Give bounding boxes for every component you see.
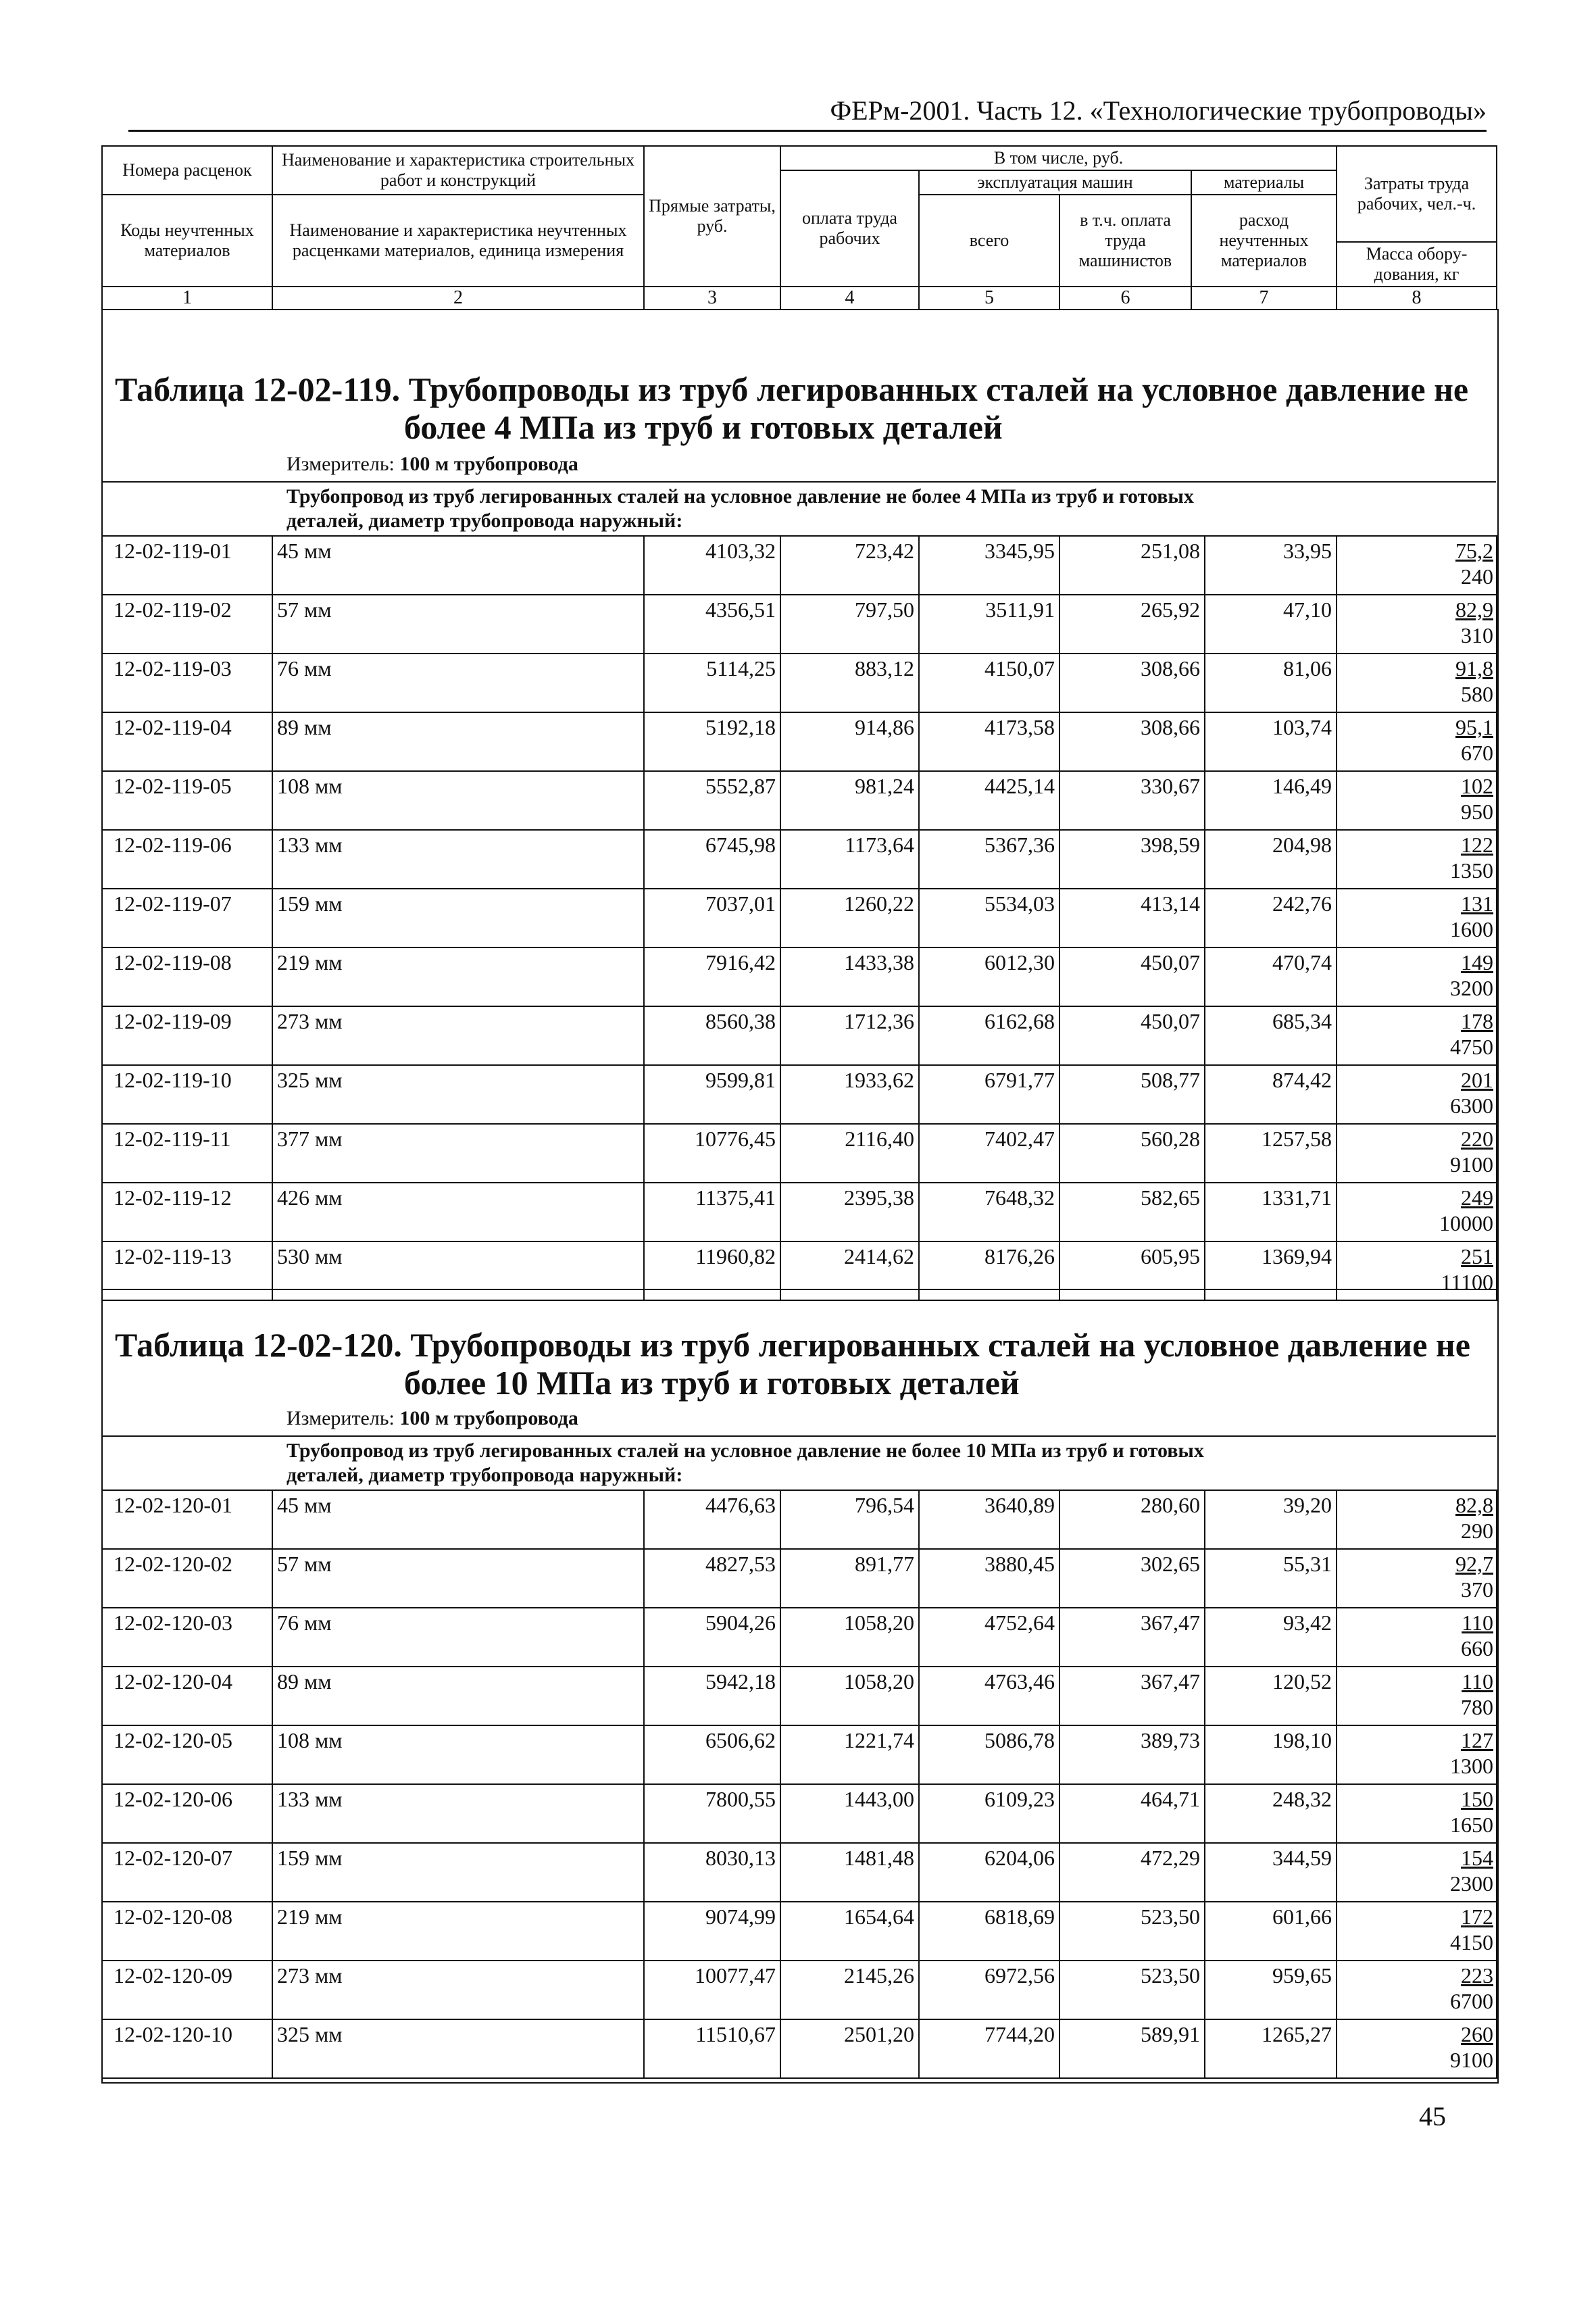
worker-pay: 981,24 [780,771,919,830]
equipment-mass: 1600 [1450,917,1493,941]
table-row [102,1183,1497,1241]
table-120-section-line1: Трубопровод из труб легированных сталей на условное давление не более 10 МПа из труб и готовых [286,1439,1204,1462]
materials: 120,52 [1205,1667,1337,1725]
direct-costs: 4827,53 [644,1549,780,1608]
materials: 959,65 [1205,1961,1337,2019]
rate-code: 12-02-119-07 [102,889,272,947]
table-row [102,947,1497,1006]
direct-costs: 11960,82 [644,1241,780,1300]
labor-and-mass [1337,830,1497,889]
machines-total: 8176,26 [919,1241,1059,1300]
machines-total: 6791,77 [919,1065,1059,1124]
direct-costs: 5904,26 [644,1608,780,1667]
table-119-section-line1: Трубопровод из труб легированных сталей на условное давление не более 4 МПа из труб и готовых [286,485,1194,508]
rate-code: 12-02-120-03 [102,1608,272,1667]
rate-code: 12-02-120-08 [102,1902,272,1961]
meter-value: 100 м трубопровода [399,453,578,475]
worker-pay: 2501,20 [780,2019,919,2078]
labor-hours: 102 [1461,774,1493,798]
column-header-table [101,145,1497,310]
materials: 198,10 [1205,1725,1337,1784]
header-material-names: Наименование и характеристика неучтенных расценками материалов, единица измерения [272,195,644,287]
meter-label: Измеритель: [286,453,395,475]
equipment-mass: 1650 [1450,1813,1493,1837]
labor-hours: 201 [1461,1068,1493,1092]
col-number: 4 [780,287,919,310]
col-number: 5 [919,287,1059,310]
running-header: ФЕРм-2001. Часть 12. «Технологические трубопроводы» [830,95,1487,126]
header-rate-number: Номера расценок [102,146,272,195]
rate-code: 12-02-119-09 [102,1006,272,1065]
labor-hours: 131 [1461,891,1493,916]
machines-total: 6109,23 [919,1784,1059,1843]
equipment-mass: 10000 [1439,1211,1493,1235]
worker-pay: 891,77 [780,1549,919,1608]
machines-total: 6162,68 [919,1006,1059,1065]
equipment-mass: 3200 [1450,976,1493,1000]
labor-hours: 251 [1461,1244,1493,1269]
materials: 93,42 [1205,1608,1337,1667]
operator-pay: 560,28 [1059,1124,1205,1183]
equipment-mass: 6300 [1450,1093,1493,1118]
machines-total: 3880,45 [919,1549,1059,1608]
worker-pay: 796,54 [780,1490,919,1549]
table-row [102,1784,1497,1843]
materials: 601,66 [1205,1902,1337,1961]
equipment-mass: 1300 [1450,1754,1493,1778]
worker-pay: 1654,64 [780,1902,919,1961]
rate-code: 12-02-119-02 [102,595,272,654]
labor-and-mass [1337,2019,1497,2078]
labor-and-mass [1337,1065,1497,1124]
pipe-diameter: 273 мм [272,1961,644,2019]
labor-and-mass [1337,595,1497,654]
worker-pay: 1481,48 [780,1843,919,1902]
machines-total: 6012,30 [919,947,1059,1006]
equipment-mass: 290 [1461,1519,1493,1543]
labor-and-mass [1337,1902,1497,1961]
labor-hours: 178 [1461,1009,1493,1033]
labor-hours: 91,8 [1455,656,1493,681]
direct-costs: 7037,01 [644,889,780,947]
header-machines-total: всего [919,195,1059,287]
direct-costs: 5114,25 [644,654,780,712]
operator-pay: 265,92 [1059,595,1205,654]
table-row [102,1549,1497,1608]
worker-pay: 797,50 [780,595,919,654]
operator-pay: 302,65 [1059,1549,1205,1608]
labor-and-mass [1337,1490,1497,1549]
header-equipment-mass: Масса обору-дования, кг [1337,242,1497,287]
equipment-mass: 310 [1461,623,1493,647]
direct-costs: 11510,67 [644,2019,780,2078]
pipe-diameter: 377 мм [272,1124,644,1183]
labor-and-mass [1337,1725,1497,1784]
table-120-section-rule [101,1435,1496,1437]
direct-costs: 7800,55 [644,1784,780,1843]
rate-code: 12-02-119-13 [102,1241,272,1300]
labor-hours: 220 [1461,1127,1493,1151]
operator-pay: 472,29 [1059,1843,1205,1902]
pipe-diameter: 89 мм [272,1667,644,1725]
direct-costs: 6506,62 [644,1725,780,1784]
operator-pay: 389,73 [1059,1725,1205,1784]
header-worker-pay: оплата труда рабочих [780,170,919,287]
operator-pay: 582,65 [1059,1183,1205,1241]
pipe-diameter: 45 мм [272,536,644,595]
table-119-section-line2: деталей, диаметр трубопровода наружный: [286,510,683,532]
equipment-mass: 580 [1461,682,1493,706]
pipe-diameter: 57 мм [272,595,644,654]
rate-code: 12-02-120-06 [102,1784,272,1843]
operator-pay: 523,50 [1059,1902,1205,1961]
col-number: 6 [1059,287,1191,310]
equipment-mass: 370 [1461,1577,1493,1602]
pipe-diameter: 325 мм [272,2019,644,2078]
worker-pay: 2116,40 [780,1124,919,1183]
operator-pay: 251,08 [1059,536,1205,595]
operator-pay: 605,95 [1059,1241,1205,1300]
labor-and-mass [1337,1006,1497,1065]
rate-code: 12-02-119-03 [102,654,272,712]
worker-pay: 1058,20 [780,1608,919,1667]
table-row [102,1065,1497,1124]
labor-and-mass [1337,889,1497,947]
materials: 1369,94 [1205,1241,1337,1300]
pipe-diameter: 426 мм [272,1183,644,1241]
table-row [102,1608,1497,1667]
labor-hours: 260 [1461,2022,1493,2046]
equipment-mass: 780 [1461,1695,1493,1719]
labor-and-mass [1337,1784,1497,1843]
machines-total: 4173,58 [919,712,1059,771]
materials: 1257,58 [1205,1124,1337,1183]
header-machines: эксплуатация машин [919,170,1191,195]
equipment-mass: 670 [1461,741,1493,765]
labor-hours: 95,1 [1455,715,1493,739]
rate-code: 12-02-119-05 [102,771,272,830]
pipe-diameter: 76 мм [272,654,644,712]
worker-pay: 1712,36 [780,1006,919,1065]
pipe-diameter: 76 мм [272,1608,644,1667]
worker-pay: 1260,22 [780,889,919,947]
machines-total: 3511,91 [919,595,1059,654]
col-number: 2 [272,287,644,310]
rate-code: 12-02-119-10 [102,1065,272,1124]
worker-pay: 914,86 [780,712,919,771]
rate-code: 12-02-119-08 [102,947,272,1006]
table-119-section-rule [101,481,1496,483]
pipe-diameter: 159 мм [272,1843,644,1902]
table-120-meter [286,1407,578,1430]
operator-pay: 308,66 [1059,654,1205,712]
materials: 685,34 [1205,1006,1337,1065]
pipe-diameter: 159 мм [272,889,644,947]
operator-pay: 367,47 [1059,1608,1205,1667]
col-number: 3 [644,287,780,310]
materials: 344,59 [1205,1843,1337,1902]
rate-code: 12-02-119-06 [102,830,272,889]
table-119-rows [101,535,1497,1301]
operator-pay: 450,07 [1059,1006,1205,1065]
table-row [102,771,1497,830]
operator-pay: 508,77 [1059,1065,1205,1124]
equipment-mass: 2300 [1450,1871,1493,1896]
meter-value: 100 м трубопровода [399,1407,578,1429]
labor-hours: 82,8 [1455,1493,1493,1517]
direct-costs: 8030,13 [644,1843,780,1902]
labor-hours: 154 [1461,1846,1493,1870]
machines-total: 7744,20 [919,2019,1059,2078]
labor-hours: 172 [1461,1904,1493,1929]
materials: 242,76 [1205,889,1337,947]
operator-pay: 308,66 [1059,712,1205,771]
materials: 39,20 [1205,1490,1337,1549]
header-material-usage: расход неучтенных материалов [1191,195,1337,287]
direct-costs: 11375,41 [644,1183,780,1241]
labor-hours: 149 [1461,950,1493,975]
pipe-diameter: 219 мм [272,1902,644,1961]
materials: 146,49 [1205,771,1337,830]
table-120-section-line2: деталей, диаметр трубопровода наружный: [286,1464,683,1486]
labor-and-mass [1337,947,1497,1006]
machines-total: 6204,06 [919,1843,1059,1902]
machines-total: 3345,95 [919,536,1059,595]
equipment-mass: 4150 [1450,1930,1493,1954]
rate-code: 12-02-120-02 [102,1549,272,1608]
table-row [102,595,1497,654]
table-row [102,1006,1497,1065]
direct-costs: 10776,45 [644,1124,780,1183]
direct-costs: 5552,87 [644,771,780,830]
labor-hours: 110 [1462,1610,1493,1635]
worker-pay: 2414,62 [780,1241,919,1300]
operator-pay: 589,91 [1059,2019,1205,2078]
pipe-diameter: 108 мм [272,1725,644,1784]
table-row [102,1490,1497,1549]
direct-costs: 4356,51 [644,595,780,654]
worker-pay: 883,12 [780,654,919,712]
table-row [102,889,1497,947]
table-row [102,1725,1497,1784]
rate-code: 12-02-120-01 [102,1490,272,1549]
worker-pay: 2395,38 [780,1183,919,1241]
equipment-mass: 9100 [1450,1152,1493,1177]
table-119-title-line1: Таблица 12-02-119. Трубопроводы из труб легированных сталей на условное давление не [115,370,1469,408]
materials: 103,74 [1205,712,1337,771]
labor-and-mass [1337,771,1497,830]
equipment-mass: 6700 [1450,1989,1493,2013]
worker-pay: 723,42 [780,536,919,595]
labor-hours: 249 [1461,1185,1493,1210]
table-119-meter [286,453,578,476]
page-number: 45 [1419,2101,1446,2132]
table-119-title-line2: более 4 МПа из труб и готовых деталей [404,408,1003,446]
direct-costs: 4476,63 [644,1490,780,1549]
equipment-mass: 4750 [1450,1035,1493,1059]
operator-pay: 413,14 [1059,889,1205,947]
materials: 874,42 [1205,1065,1337,1124]
materials: 81,06 [1205,654,1337,712]
operator-pay: 280,60 [1059,1490,1205,1549]
header-work-name: Наименование и характеристика строительных работ и конструкций [272,146,644,195]
labor-hours: 223 [1461,1963,1493,1988]
labor-and-mass [1337,536,1497,595]
labor-and-mass [1337,654,1497,712]
direct-costs: 8560,38 [644,1006,780,1065]
col-number: 1 [102,287,272,310]
table-row [102,2019,1497,2078]
table-120-title-line2: более 10 МПа из труб и готовых деталей [404,1364,1020,1402]
labor-and-mass [1337,1549,1497,1608]
machines-total: 4763,46 [919,1667,1059,1725]
labor-and-mass [1337,1667,1497,1725]
col-number: 8 [1337,287,1497,310]
table-row [102,1902,1497,1961]
table-120-title-line1: Таблица 12-02-120. Трубопроводы из труб легированных сталей на условное давление не [115,1326,1470,1364]
equipment-mass: 1350 [1450,858,1493,883]
rate-code: 12-02-119-11 [102,1124,272,1183]
materials: 33,95 [1205,536,1337,595]
direct-costs: 7916,42 [644,947,780,1006]
header-labor: Затраты труда рабочих, чел.-ч. [1337,146,1497,242]
labor-hours: 150 [1461,1787,1493,1811]
pipe-diameter: 133 мм [272,830,644,889]
worker-pay: 1933,62 [780,1065,919,1124]
labor-and-mass [1337,712,1497,771]
header-material-codes: Коды неучтенных материалов [102,195,272,287]
materials: 47,10 [1205,595,1337,654]
machines-total: 5367,36 [919,830,1059,889]
operator-pay: 464,71 [1059,1784,1205,1843]
direct-costs: 10077,47 [644,1961,780,2019]
labor-hours: 75,2 [1455,539,1493,563]
labor-and-mass [1337,1608,1497,1667]
rate-code: 12-02-119-01 [102,536,272,595]
pipe-diameter: 273 мм [272,1006,644,1065]
header-materials: материалы [1191,170,1337,195]
header-direct-costs: Прямые затраты, руб. [644,146,780,287]
labor-and-mass [1337,1183,1497,1241]
worker-pay: 1443,00 [780,1784,919,1843]
pipe-diameter: 133 мм [272,1784,644,1843]
table-row [102,712,1497,771]
table-120-rows [101,1490,1497,2079]
worker-pay: 1173,64 [780,830,919,889]
machines-total: 4425,14 [919,771,1059,830]
machines-total: 7648,32 [919,1183,1059,1241]
rate-code: 12-02-120-10 [102,2019,272,2078]
labor-hours: 127 [1461,1728,1493,1752]
header-operator-pay: в т.ч. оплата труда машинистов [1059,195,1191,287]
operator-pay: 523,50 [1059,1961,1205,2019]
rate-code: 12-02-119-12 [102,1183,272,1241]
operator-pay: 398,59 [1059,830,1205,889]
direct-costs: 6745,98 [644,830,780,889]
materials: 55,31 [1205,1549,1337,1608]
operator-pay: 450,07 [1059,947,1205,1006]
materials: 1265,27 [1205,2019,1337,2078]
labor-hours: 110 [1462,1669,1493,1694]
machines-total: 5086,78 [919,1725,1059,1784]
equipment-mass: 9100 [1450,2048,1493,2072]
labor-hours: 82,9 [1455,597,1493,622]
labor-and-mass [1337,1124,1497,1183]
machines-total: 4150,07 [919,654,1059,712]
direct-costs: 4103,32 [644,536,780,595]
rate-code: 12-02-119-04 [102,712,272,771]
materials: 248,32 [1205,1784,1337,1843]
labor-and-mass [1337,1843,1497,1902]
table-row [102,830,1497,889]
direct-costs: 5192,18 [644,712,780,771]
machines-total: 5534,03 [919,889,1059,947]
pipe-diameter: 108 мм [272,771,644,830]
materials: 204,98 [1205,830,1337,889]
equipment-mass: 660 [1461,1636,1493,1660]
worker-pay: 2145,26 [780,1961,919,2019]
rate-code: 12-02-120-07 [102,1843,272,1902]
pipe-diameter: 89 мм [272,712,644,771]
machines-total: 3640,89 [919,1490,1059,1549]
labor-hours: 122 [1461,833,1493,857]
pipe-diameter: 219 мм [272,947,644,1006]
table-row [102,654,1497,712]
equipment-mass: 11100 [1441,1270,1493,1294]
direct-costs: 5942,18 [644,1667,780,1725]
col-number: 7 [1191,287,1337,310]
pipe-diameter: 57 мм [272,1549,644,1608]
direct-costs: 9074,99 [644,1902,780,1961]
machines-total: 4752,64 [919,1608,1059,1667]
header-rule [128,130,1487,132]
pipe-diameter: 45 мм [272,1490,644,1549]
equipment-mass: 950 [1461,799,1493,824]
machines-total: 6972,56 [919,1961,1059,2019]
pipe-diameter: 325 мм [272,1065,644,1124]
meter-label: Измеритель: [286,1407,395,1429]
worker-pay: 1433,38 [780,947,919,1006]
table-row [102,1961,1497,2019]
table-row [102,1667,1497,1725]
labor-hours: 92,7 [1455,1552,1493,1576]
machines-total: 7402,47 [919,1124,1059,1183]
operator-pay: 330,67 [1059,771,1205,830]
materials: 1331,71 [1205,1183,1337,1241]
operator-pay: 367,47 [1059,1667,1205,1725]
rate-code: 12-02-120-04 [102,1667,272,1725]
rate-code: 12-02-120-05 [102,1725,272,1784]
table-row [102,1843,1497,1902]
worker-pay: 1058,20 [780,1667,919,1725]
header-including: В том числе, руб. [780,146,1337,170]
pipe-diameter: 530 мм [272,1241,644,1300]
table-row [102,1124,1497,1183]
equipment-mass: 240 [1461,564,1493,589]
table-row [102,536,1497,595]
materials: 470,74 [1205,947,1337,1006]
machines-total: 6818,69 [919,1902,1059,1961]
worker-pay: 1221,74 [780,1725,919,1784]
rate-code: 12-02-120-09 [102,1961,272,2019]
direct-costs: 9599,81 [644,1065,780,1124]
labor-and-mass [1337,1961,1497,2019]
